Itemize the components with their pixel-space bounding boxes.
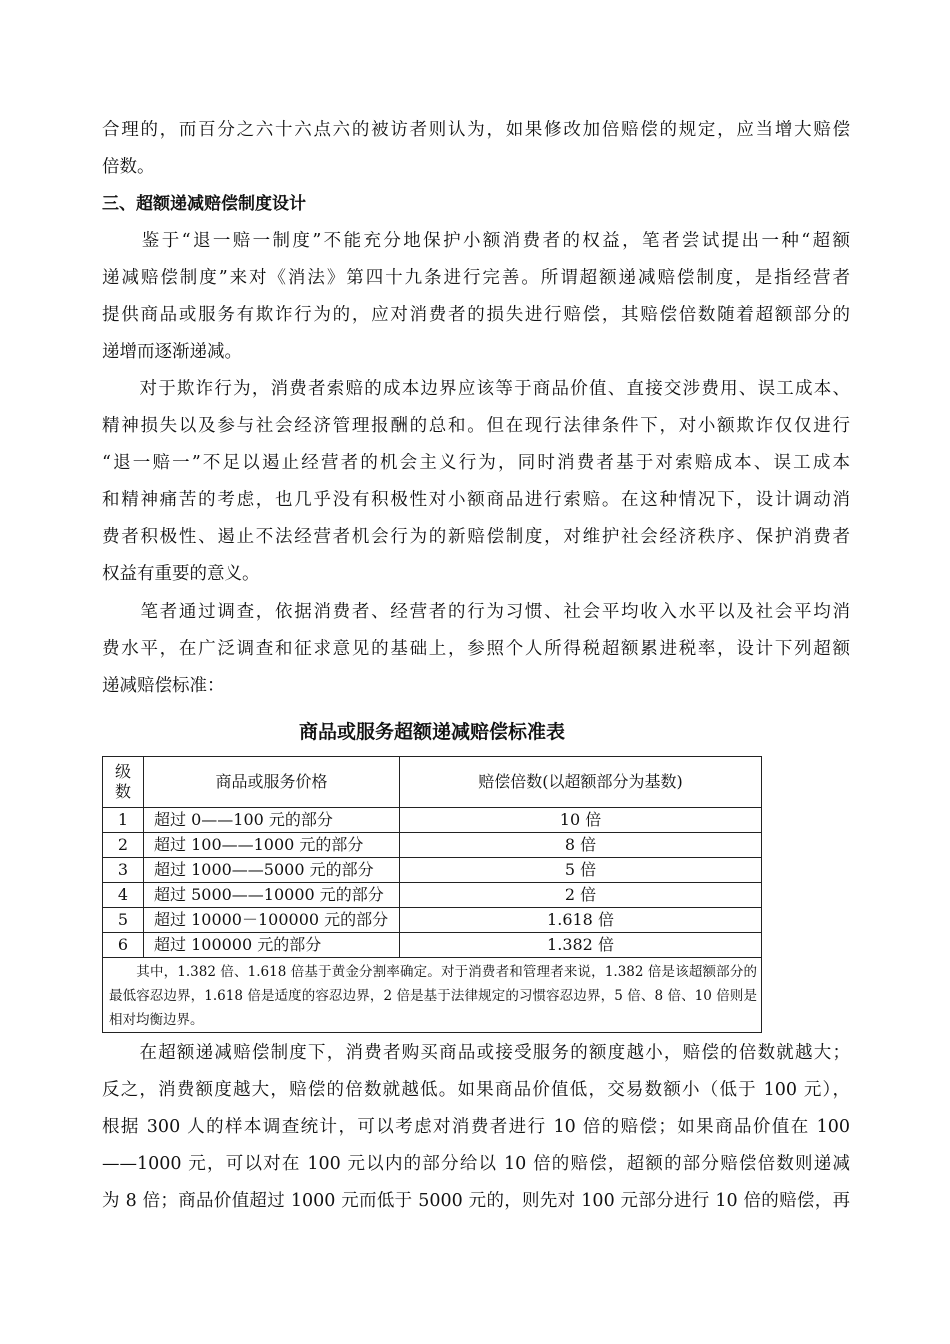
text-line: 费者积极性、遏止不法经营者机会行为的新赔偿制度，对维护社会经济秩序、保护消费者 — [102, 527, 850, 548]
text-line: “退一赔一”不足以遏止经营者的机会主义行为，同时消费者基于对索赔成本、误工成本 — [102, 453, 850, 474]
text-line: 提供商品或服务有欺诈行为的，应对消费者的损失进行赔偿，其赔偿倍数随着超额部分的 — [102, 305, 850, 326]
text-line: 递减赔偿制度”来对《消法》第四十九条进行完善。所谓超额递减赔偿制度，是指经营者 — [102, 268, 850, 289]
table-row — [103, 883, 762, 908]
table-note-row — [103, 958, 762, 1033]
text-line: 反之，消费额度越大，赔偿的倍数就越低。如果商品价值低，交易数额小（低于 100 元）， — [102, 1080, 850, 1101]
table-row — [103, 833, 762, 858]
text-line: 合理的，而百分之六十六点六的被访者则认为，如果修改加倍赔偿的规定，应当增大赔偿 — [102, 120, 850, 140]
text-line: ——1000 元，可以对在 100 元以内的部分给以 10 倍的赔偿，超额的部分赔偿倍数则递减 — [102, 1154, 850, 1175]
text-line: 和精神痛苦的考虑，也几乎没有积极性对小额商品进行索赔。在这种情况下，设计调动消 — [102, 490, 850, 511]
row-multiplier: 1.618 倍 — [400, 908, 762, 933]
table-title: 商品或服务超额递减赔偿标准表 — [298, 721, 565, 743]
row-price: 超过 5000——10000 元的部分 — [144, 883, 400, 908]
text-line: 鉴于“退一赔一制度”不能充分地保护小额消费者的权益，笔者尝试提出一种“超额 — [102, 231, 850, 251]
row-multiplier: 8 倍 — [400, 833, 762, 858]
row-multiplier: 1.382 倍 — [400, 933, 762, 958]
row-price: 超过 100000 元的部分 — [144, 933, 400, 958]
text-line: 精神损失以及参与社会经济管理报酬的总和。但在现行法律条件下，对小额欺诈仅仅进行 — [102, 416, 850, 437]
text-line: 笔者通过调查，依据消费者、经营者的行为习惯、社会平均收入水平以及社会平均消 — [102, 601, 850, 622]
header-price: 商品或服务价格 — [144, 757, 400, 808]
header-level-text: 级 数 — [114, 762, 131, 801]
table-note: 其中，1.382 倍、1.618 倍基于黄金分割率确定。对于消费者和管理者来说，1.382 倍是该超额部分的最低容忍边界，1.618 倍是适度的容忍边界，2 倍是基于法律规定的习惯容忍边界，5 倍、8 倍、10 倍则是相对均衡边界。 — [103, 958, 762, 1033]
text-line: 倍数。 — [102, 157, 155, 177]
table-row — [103, 933, 762, 958]
row-price: 超过 1000——5000 元的部分 — [144, 858, 400, 883]
text-line: 对于欺诈行为，消费者索赔的成本边界应该等于商品价值、直接交涉费用、误工成本、 — [102, 379, 850, 400]
row-multiplier: 5 倍 — [400, 858, 762, 883]
row-multiplier: 2 倍 — [400, 883, 762, 908]
row-price: 超过 100——1000 元的部分 — [144, 833, 400, 858]
table-row — [103, 858, 762, 883]
text-line: 费水平，在广泛调查和征求意见的基础上，参照个人所得税超额累进税率，设计下列超额 — [102, 638, 850, 659]
row-price: 超过 0——100 元的部分 — [144, 808, 400, 833]
row-level: 5 — [103, 908, 144, 933]
row-price: 超过 10000－100000 元的部分 — [144, 908, 400, 933]
table-header-row — [103, 757, 762, 808]
text-line: 在超额递减赔偿制度下，消费者购买商品或接受服务的额度越小，赔偿的倍数就越大； — [102, 1043, 850, 1063]
text-line: 为 8 倍；商品价值超过 1000 元而低于 5000 元的，则先对 100 元部分进行 10 倍的赔偿，再 — [102, 1191, 850, 1212]
header-multiplier: 赔偿倍数(以超额部分为基数) — [400, 757, 762, 808]
compensation-table — [102, 756, 762, 1033]
text-line: 递减赔偿标准： — [102, 675, 225, 696]
text-line: 根据 300 人的样本调查统计，可以考虑对消费者进行 10 倍的赔偿；如果商品价值在 100 — [102, 1117, 850, 1138]
row-level: 3 — [103, 858, 144, 883]
text-line: 递增而逐渐递减。 — [102, 342, 242, 363]
row-level: 1 — [103, 808, 144, 833]
table-row — [103, 908, 762, 933]
row-level: 6 — [103, 933, 144, 958]
table-row — [103, 808, 762, 833]
row-level: 2 — [103, 833, 144, 858]
section-heading: 三、超额递减赔偿制度设计 — [102, 194, 306, 214]
text-line: 权益有重要的意义。 — [102, 564, 260, 585]
header-level — [103, 757, 144, 808]
row-multiplier: 10 倍 — [400, 808, 762, 833]
row-level: 4 — [103, 883, 144, 908]
